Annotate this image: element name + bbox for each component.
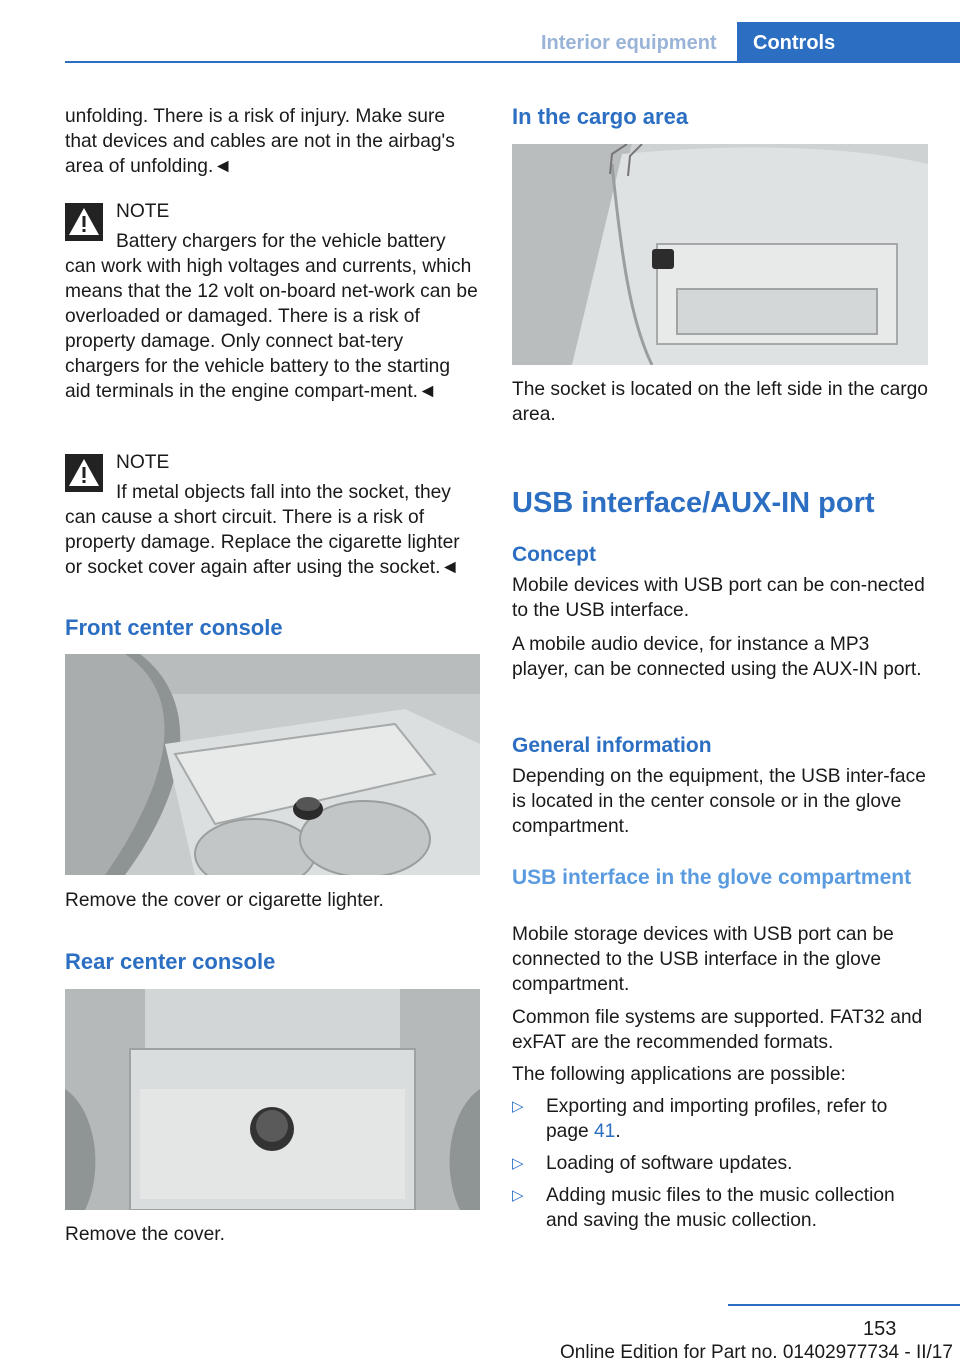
cargo-area-heading: In the cargo area (512, 104, 689, 129)
list-item-end: . (615, 1121, 621, 1142)
header-chapter-tab: Controls (737, 22, 960, 62)
list-item (512, 1094, 928, 1144)
note-text: Battery chargers for the vehicle battery can work with high voltages and currents, which means that the 12 volt on-board net‑work can be overloaded or damaged. There is a risk of property damage. Only connect bat‑tery chargers for the vehicle battery to the starting aid terminals in the engine compart‑ment.◄ (65, 231, 478, 402)
note-text: If metal objects fall into the socket, they can cause a short circuit. There is a risk of property damage. Replace the cigarette lighter or socket cover again after using the socket.◄ (65, 482, 460, 578)
cargo-area-caption: The socket is located on the left side in the cargo area. (512, 379, 928, 425)
header-rule (65, 61, 960, 63)
page-number: 153 (863, 1318, 897, 1340)
concept-paragraph-1: Mobile devices with USB port can be con‑nected to the USB interface. (512, 575, 925, 621)
rear-console-photo (65, 989, 480, 1210)
concept-heading: Concept (512, 543, 596, 566)
header-section-title: Interior equipment (541, 32, 717, 54)
rear-console-heading: Rear center console (65, 949, 276, 974)
front-console-heading: Front center console (65, 615, 283, 640)
note-title: NOTE (116, 201, 170, 222)
concept-paragraph-2: A mobile audio device, for instance a MP3 player, can be connected using the AUX-IN port. (512, 634, 922, 680)
list-item-text: Adding music files to the music collection and saving the music collection. (546, 1185, 895, 1231)
front-console-caption: Remove the cover or cigarette lighter. (65, 890, 384, 911)
note-title: NOTE (116, 452, 170, 473)
edition-note: Online Edition for Part no. 01402977734 - II/17 (560, 1342, 953, 1362)
note-metal-objects (65, 450, 480, 590)
rear-console-caption: Remove the cover. (65, 1224, 225, 1245)
glove-usb-paragraph-2: Common file systems are supported. FAT32 and exFAT are the recommended formats. (512, 1007, 923, 1053)
glove-usb-paragraph-1: Mobile storage devices with USB port can be connected to the USB interface in the glove compartment. (512, 924, 894, 995)
list-item-text: Loading of software updates. (546, 1153, 793, 1174)
applications-list (512, 1094, 928, 1240)
list-item-text: Exporting and importing profiles, refer to page (546, 1096, 888, 1142)
general-info-heading: General information (512, 734, 712, 757)
page-link[interactable]: 41 (594, 1121, 616, 1142)
glove-usb-paragraph-3: The following applications are possible: (512, 1064, 846, 1085)
glove-usb-heading: USB interface in the glove compartment (512, 866, 912, 889)
front-console-photo (65, 654, 480, 875)
intro-paragraph: unfolding. There is a risk of injury. Make sure that devices and cables are not in the airbag's area of unfolding.◄ (65, 106, 455, 177)
usb-aux-heading: USB interface/AUX-IN port (512, 487, 875, 519)
footer-rule (728, 1304, 960, 1306)
list-item (512, 1151, 928, 1176)
triangle-bullet-icon: ▷ (512, 1187, 524, 1204)
triangle-bullet-icon: ▷ (512, 1098, 524, 1115)
cargo-area-photo (512, 144, 928, 365)
note-battery-chargers (65, 199, 480, 439)
general-info-paragraph: Depending on the equipment, the USB inter‑face is located in the center console or in the glove compartment. (512, 766, 926, 837)
triangle-bullet-icon: ▷ (512, 1155, 524, 1172)
list-item (512, 1183, 928, 1233)
